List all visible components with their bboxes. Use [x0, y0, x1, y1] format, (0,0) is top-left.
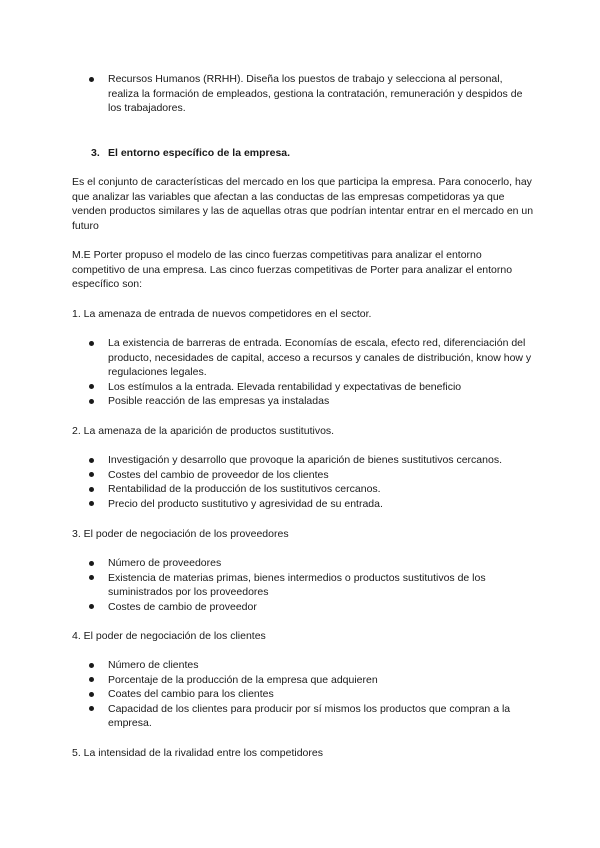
list-item: Posible reacción de las empresas ya instaladas — [72, 394, 534, 409]
list-item: La existencia de barreras de entrada. Economías de escala, efecto red, diferenciación del producto, necesidades de capital, acceso a recursos y canales de distribución, know how y regulaciones legales. — [72, 336, 534, 380]
list-item: Coates del cambio para los clientes — [72, 687, 534, 702]
rrhh-list — [72, 72, 534, 116]
list-item: Costes de cambio de proveedor — [72, 600, 534, 615]
list-item: Costes del cambio de proveedor de los clientes — [72, 468, 534, 483]
section-title: El entorno específico de la empresa. — [108, 147, 291, 159]
list-item: Precio del producto sustitutivo y agresividad de su entrada. — [72, 497, 534, 512]
list-item: Número de clientes — [72, 658, 534, 673]
force-heading: 4. El poder de negociación de los clientes — [72, 630, 266, 642]
list-item: Investigación y desarrollo que provoque la aparición de bienes sustitutivos cercanos. — [72, 453, 534, 468]
porter-paragraph: M.E Porter propuso el modelo de las cinco fuerzas competitivas para analizar el entorno competitivo de una empresa. Las cinco fuerzas competitivas de Porter para analizar el entorno específico son: — [72, 249, 513, 291]
list-item: Recursos Humanos (RRHH). Diseña los puestos de trabajo y selecciona al personal, realiza la formación de empleados, gestiona la contratación, remuneración y despidos de los trabajadores. — [72, 72, 534, 116]
list-item: Existencia de materias primas, bienes intermedios o productos sustitutivos de los suministrados por los proveedores — [72, 571, 534, 600]
force-list — [72, 453, 534, 511]
list-item: Rentabilidad de la producción de los sustitutivos cercanos. — [72, 482, 534, 497]
section-number: 3. — [91, 147, 100, 159]
force-list — [72, 336, 534, 409]
force-list — [72, 556, 534, 614]
intro-paragraph: Es el conjunto de características del mercado en los que participa la empresa. Para conocerlo, hay que analizar las variables que afectan a las conductas de las empresas competidoras ya que venden productos similares y las de aquellas otras que podrían intentar entrar en el mercado en un futuro — [72, 176, 534, 232]
force-heading: 3. El poder de negociación de los proveedores — [72, 528, 289, 540]
list-item: Los estímulos a la entrada. Elevada rentabilidad y expectativas de beneficio — [72, 380, 534, 395]
section-3-heading — [72, 146, 553, 161]
list-item: Porcentaje de la producción de la empresa que adquieren — [72, 673, 534, 688]
force-heading: 2. La amenaza de la aparición de productos sustitutivos. — [72, 425, 335, 437]
force-heading: 5. La intensidad de la rivalidad entre los competidores — [72, 747, 323, 759]
force-list — [72, 658, 534, 731]
list-item: Capacidad de los clientes para producir por sí mismos los productos que compran a la empresa. — [72, 702, 534, 731]
force-heading: 1. La amenaza de entrada de nuevos competidores en el sector. — [72, 308, 372, 320]
list-item: Número de proveedores — [72, 556, 534, 571]
